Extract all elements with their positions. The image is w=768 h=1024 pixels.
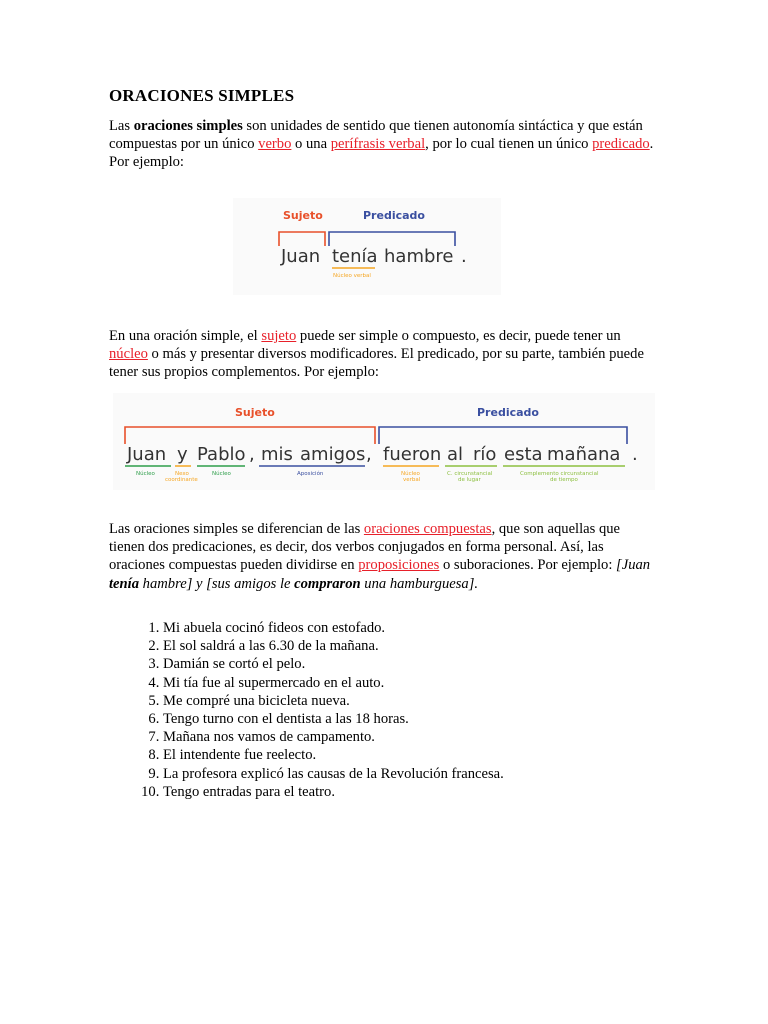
- list-item: 5. Me compré una bicicleta nueva.: [163, 692, 504, 710]
- word-tenia: tenía: [332, 246, 378, 267]
- nucleo-verbal-label: Núcleo verbal: [333, 273, 371, 279]
- example-text: hambre] y [sus amigos le: [139, 575, 295, 592]
- list-item: 1. Mi abuela cocinó fideos con estofado.: [163, 619, 504, 637]
- sujeto-label: Sujeto: [235, 406, 275, 419]
- text: son unidades de sentido que tienen autonomía sintáctica y que están compuestas por un único: [109, 118, 643, 153]
- bold-term: oraciones simples: [133, 118, 243, 134]
- link-proposiciones[interactable]: proposiciones: [358, 557, 440, 574]
- word-manana: mañana: [547, 444, 621, 465]
- word-dot: .: [461, 246, 467, 267]
- word-fueron: fueron: [383, 444, 442, 465]
- text: puede ser simple o compuesto, es decir, puede tener un: [296, 328, 621, 344]
- word-al: al: [447, 444, 464, 465]
- list-item: 10. Tengo entradas para el teatro.: [163, 783, 504, 801]
- word-hambre: hambre: [384, 246, 454, 267]
- list-item: 6. Tengo turno con el dentista a las 18 horas.: [163, 710, 504, 728]
- word-dot: .: [632, 444, 638, 465]
- link-predicado[interactable]: predicado: [592, 136, 650, 153]
- text: o más y presentar diversos modificadores. El predicado, por su parte, también puede tener sus propios complementos. Por ejemplo:: [109, 346, 644, 381]
- list-item: 2. El sol saldrá a las 6.30 de la mañana.: [163, 637, 504, 655]
- word-mis: mis: [261, 444, 293, 465]
- cc-tiempo-label-1: Complemento circunstancial: [520, 471, 599, 477]
- aposicion-label: Aposición: [297, 471, 324, 477]
- link-oraciones-compuestas[interactable]: oraciones compuestas: [363, 521, 492, 537]
- text: , por lo cual tienen un único: [425, 136, 593, 153]
- word-esta: esta: [504, 444, 543, 465]
- list-item: 4. Mi tía fue al supermercado en el auto.: [163, 674, 504, 692]
- text: , que son aquellas que tienen dos predicaciones, es decir, dos verbos conjugados en forma personal. Así, las oraciones compuestas pueden dividirse en: [109, 521, 621, 574]
- coordinante-label: coordinante: [165, 477, 198, 483]
- sujeto-label: Sujeto: [283, 209, 323, 222]
- word-juan: Juan: [281, 246, 321, 267]
- list-item: 3. Damián se cortó el pelo.: [163, 655, 504, 673]
- list-item: 8. El intendente fue reelecto.: [163, 746, 504, 764]
- paragraph-compuestas: [109, 520, 654, 593]
- example-verb: compraron: [294, 575, 361, 592]
- word-rio: río: [473, 444, 497, 465]
- page-title: ORACIONES SIMPLES: [109, 86, 295, 105]
- text: Las oraciones simples se diferencian de las: [109, 521, 364, 537]
- diagram-compound-subject-sentence: [113, 393, 655, 490]
- nucleo-label-1: Núcleo: [136, 471, 155, 477]
- link-sujeto[interactable]: sujeto: [261, 328, 297, 344]
- word-juan: Juan: [127, 444, 167, 465]
- paragraph-sujeto: [109, 327, 654, 382]
- word-y: y: [177, 444, 188, 465]
- comma-1: ,: [249, 444, 255, 465]
- cc-lugar-label-1: C. circunstancial: [447, 471, 493, 477]
- link-perifrasis-verbal[interactable]: perífrasis verbal: [330, 136, 426, 153]
- text: . Por ejemplo:: [109, 136, 654, 171]
- list-item: 9. La profesora explicó las causas de la Revolución francesa.: [163, 765, 504, 783]
- cc-tiempo-label-2: de tiempo: [550, 477, 578, 483]
- cc-lugar-label-2: de lugar: [458, 477, 481, 483]
- nucleo-verbal-label-2: verbal: [403, 477, 421, 483]
- text: o una: [291, 136, 331, 153]
- link-verbo[interactable]: verbo: [258, 136, 292, 153]
- word-pablo: Pablo: [197, 444, 246, 465]
- exercise-list: [138, 619, 504, 801]
- nucleo-label-2: Núcleo: [212, 471, 231, 477]
- predicado-label: Predicado: [477, 406, 539, 419]
- example-text: una hamburguesa].: [360, 575, 479, 592]
- comma-2: ,: [366, 444, 372, 465]
- text: o suboraciones. Por ejemplo:: [439, 557, 617, 574]
- link-nucleo[interactable]: núcleo: [109, 346, 148, 363]
- list-item: 7. Mañana nos vamos de campamento.: [163, 728, 504, 746]
- diagram-simple-sentence: [233, 198, 501, 295]
- paragraph-intro: [109, 117, 654, 172]
- nucleo-verbal-label-1: Núcleo: [401, 471, 420, 477]
- example-text: [Juan: [616, 557, 651, 574]
- nexo-label: Nexo: [175, 471, 189, 477]
- word-amigos: amigos: [300, 444, 366, 465]
- example-verb: tenía: [109, 575, 139, 592]
- text: En una oración simple, el: [109, 328, 262, 344]
- predicado-label: Predicado: [363, 209, 425, 222]
- text: Las: [109, 118, 134, 134]
